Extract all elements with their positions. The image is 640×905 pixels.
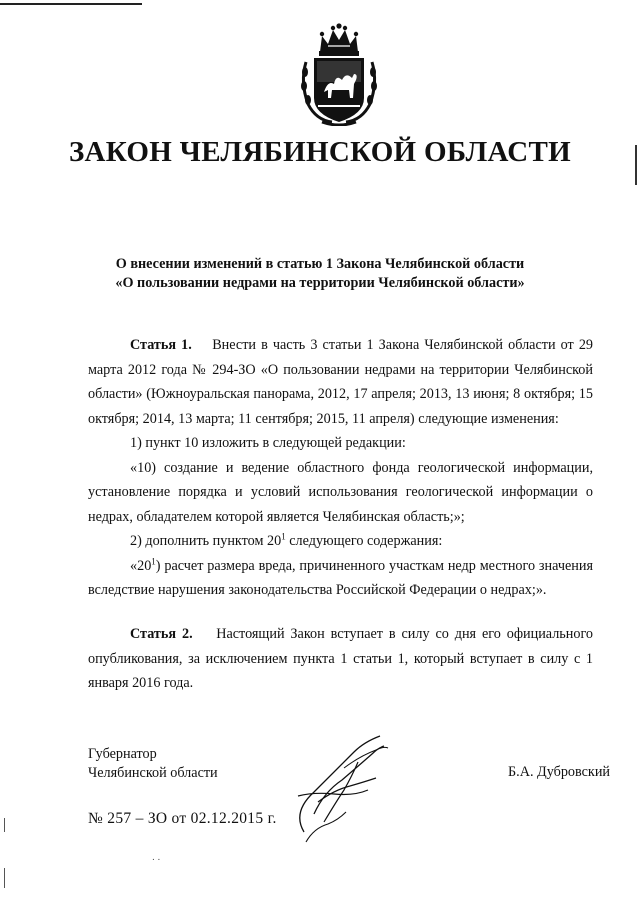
- item-2-superscript: 1: [281, 531, 286, 542]
- subtitle-line: «О пользовании недрами на территории Челябинской области»: [115, 275, 525, 291]
- document-number: № 257 – ЗО от 02.12.2015 г.: [88, 810, 277, 827]
- signer-position: [88, 745, 218, 783]
- subtitle-line: О внесении изменений в статью 1 Закона Челябинской области: [115, 256, 525, 272]
- law-title: ЗАКОН ЧЕЛЯБИНСКОЙ ОБЛАСТИ: [68, 136, 572, 168]
- quote-2-text: «20: [130, 557, 152, 574]
- scan-artifact-line: [0, 3, 142, 5]
- handwritten-signature: [284, 732, 394, 847]
- article-2: [88, 622, 593, 696]
- article-1-item-2: [88, 529, 593, 554]
- signer-name: Б.А. Дубровский: [508, 764, 611, 780]
- article-1-quote-2: [88, 554, 593, 603]
- scan-artifact-mark: [4, 868, 5, 888]
- item-2-text: следующего содержания:: [285, 533, 443, 549]
- article-1-intro: [88, 333, 593, 431]
- signer-position-line: Губернатор: [88, 746, 157, 762]
- scan-artifact-mark: [4, 818, 5, 832]
- article-2-body: Настоящий Закон вступает в силу со дня его официального опубликования, за исключением пункта 1 статьи 1, который вступает в силу с 1 января 2016 года.: [88, 626, 594, 691]
- item-2-text: 2) дополнить пунктом 20: [130, 533, 282, 549]
- article-1-quote-1: «10) создание и ведение областного фонда геологической информации, установление порядка и условий использования геологической информации о недрах, обладателем которой является Челябинская область;»;: [88, 459, 593, 525]
- article-1-item-1: 1) пункт 10 изложить в следующей редакции:: [130, 435, 406, 451]
- article-2-text: [88, 622, 593, 696]
- article-1-intro-text: Внести в часть 3 статьи 1 Закона Челябинской области от 29 марта 2012 года № 294-ЗО «О пользовании недрами на территории Челябинской области» (Южноуральская панорама, 2012, 17 апреля; 2013, 13 июня; 8 октября; 15 октября; 2014, 13 марта; 11 сентября; 2015, 11 апреля) следующие изменения:: [88, 337, 594, 427]
- law-subtitle: [0, 255, 640, 293]
- scan-artifact-dots: . .: [152, 852, 161, 863]
- quote-2-superscript: 1: [151, 555, 156, 566]
- article-2-label: Статья 2.: [130, 626, 193, 642]
- quote-2-text: ) расчет размера вреда, причиненного участкам недр местного значения вследствие нарушения законодательства Российской Федерации о недрах;».: [88, 557, 593, 598]
- article-1: [88, 333, 593, 603]
- signer-position-line: Челябинской области: [88, 765, 218, 781]
- coat-of-arms-emblem: [298, 22, 380, 126]
- article-1-label: Статья 1.: [130, 337, 192, 353]
